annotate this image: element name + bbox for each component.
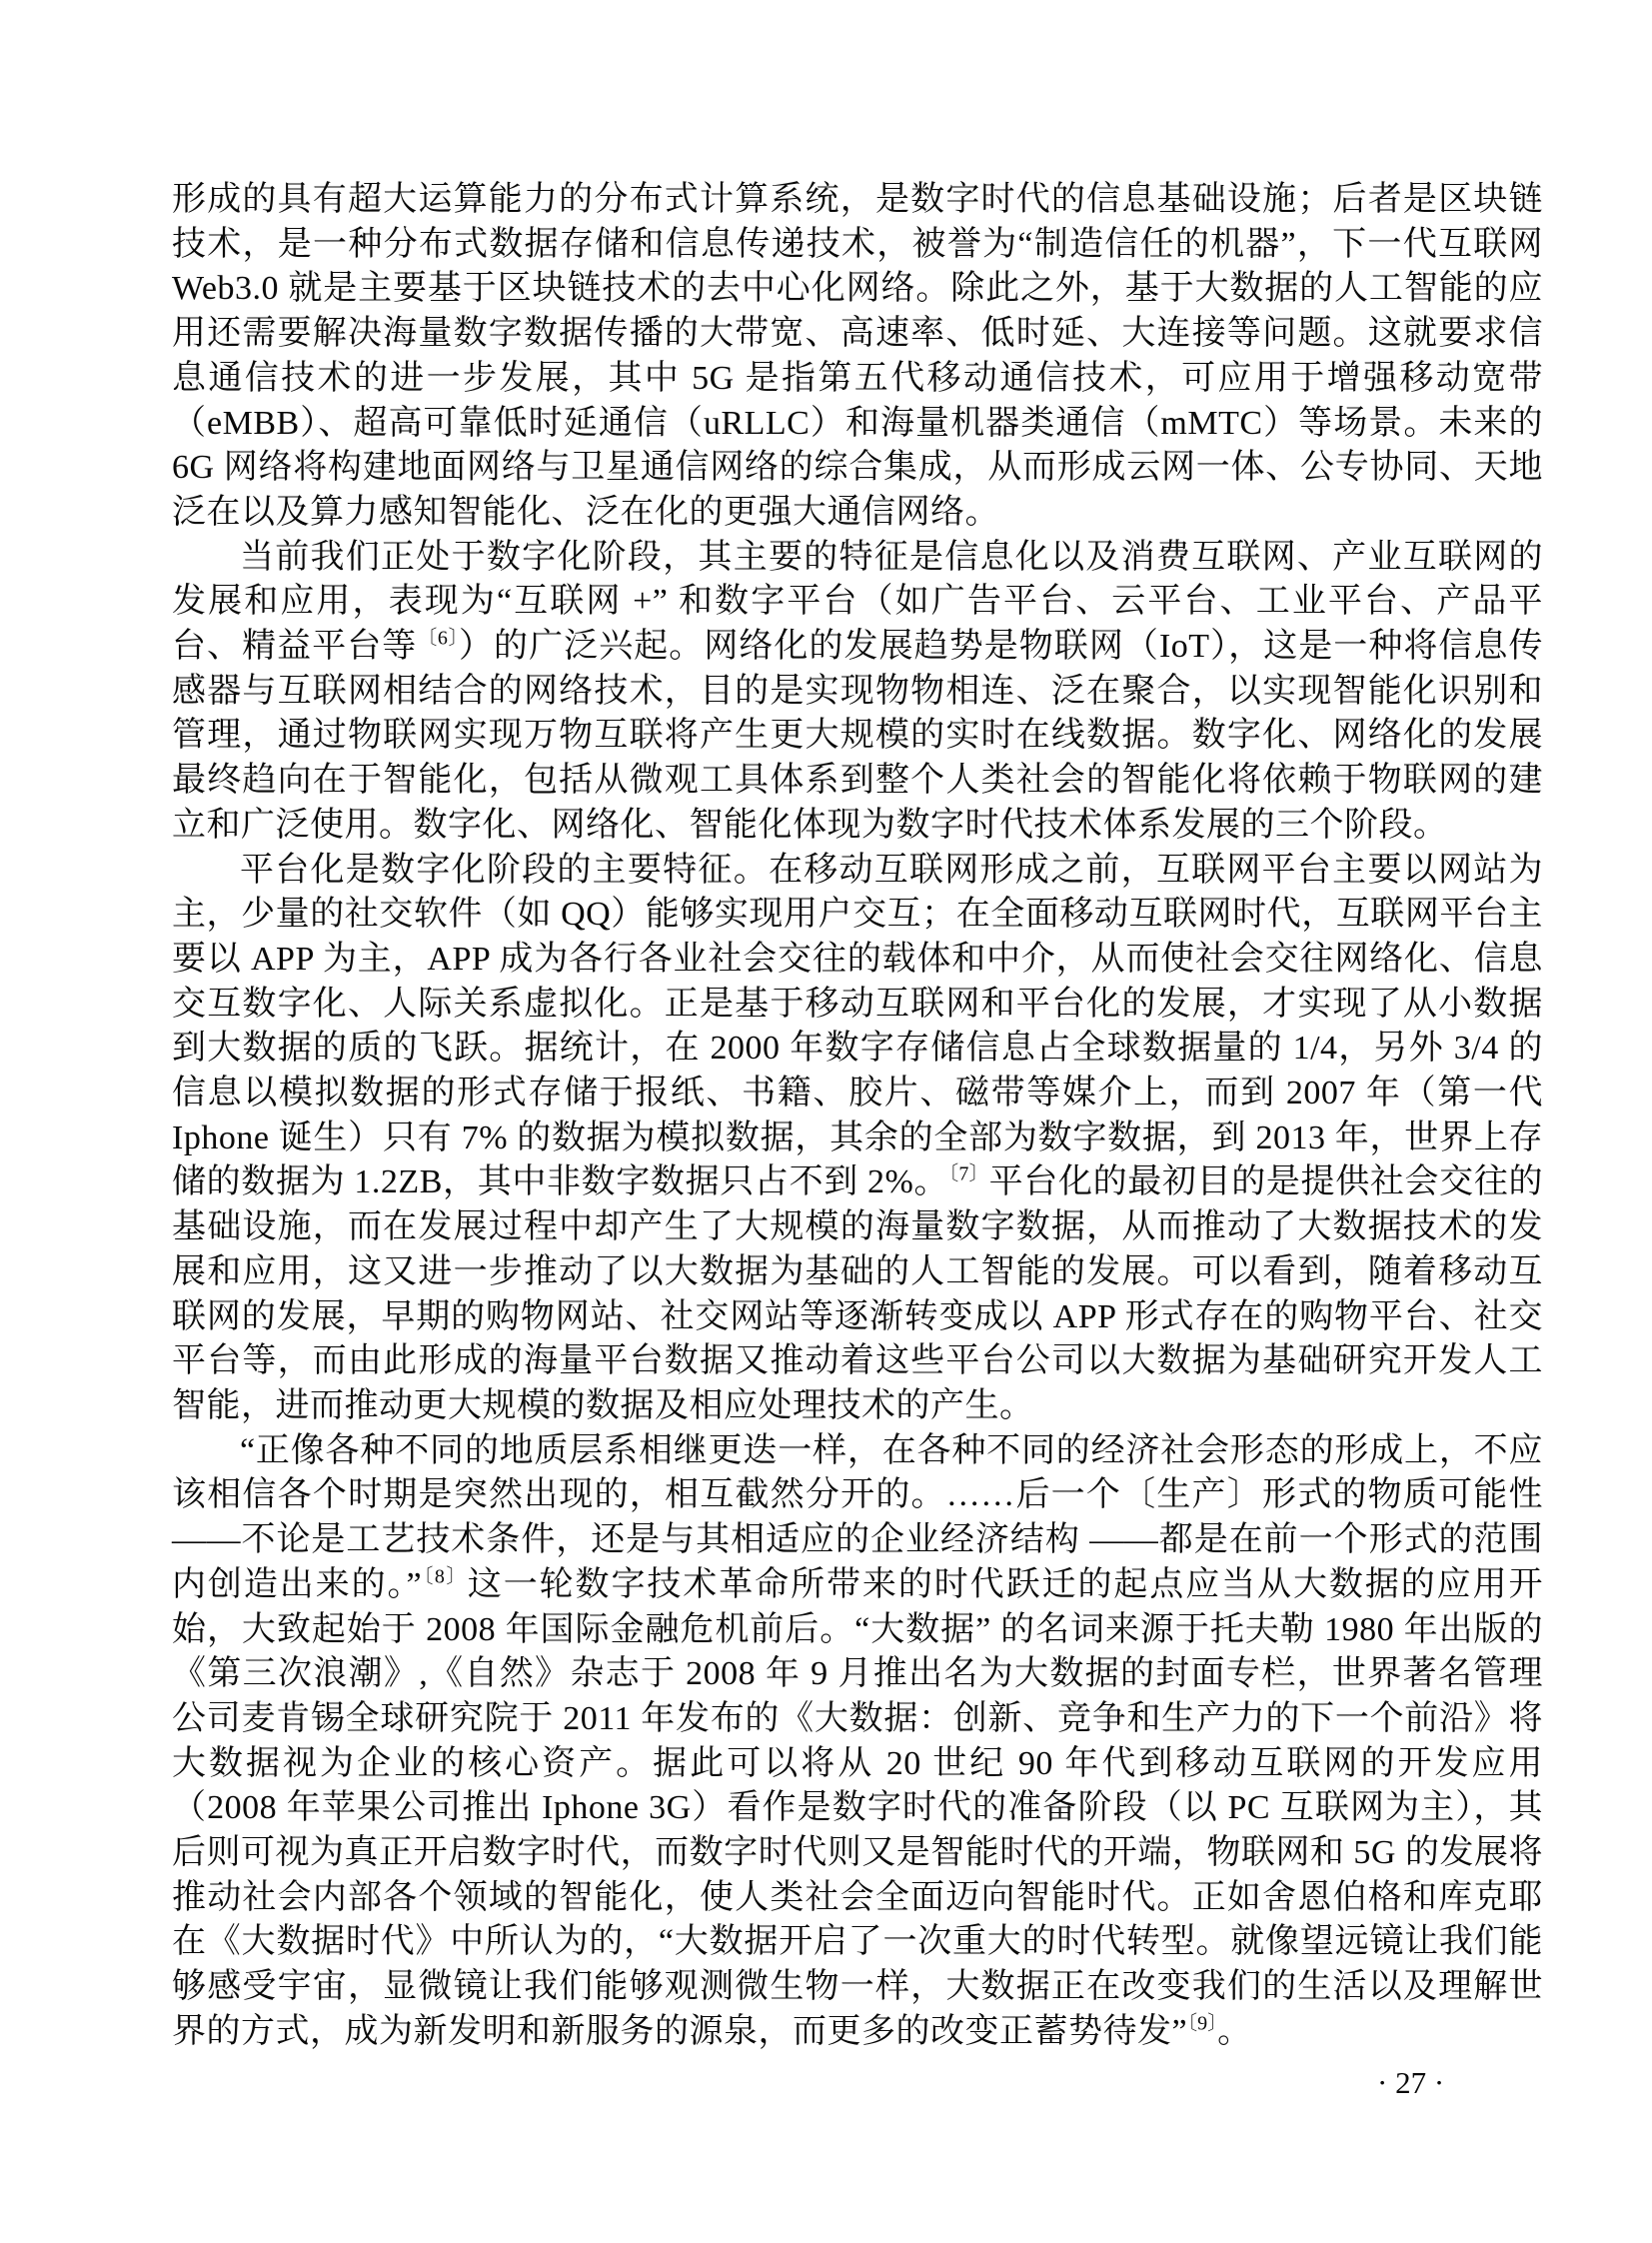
paragraph: 形成的具有超大运算能力的分布式计算系统，是数字时代的信息基础设施；后者是区块链技术，是一种分布式数据存储和信息传递技术，被誉为“制造信任的机器”，下一代互联网 Web3.0 就是主要基于区块链技术的去中心化网络。除此之外，基于大数据的人工智能的应用还需要解决海量数字数据传播的大带宽、高速率、低时延、大连接等问题。这就要求信息通信技术的进一步发展，其中 5G 是指第五代移动通信技术，可应用于增强移动宽带（eMBB）、超高可靠低时延通信（uRLLC）和海量机器类通信（mMTC）等场景。未来的 6G 网络将构建地面网络与卫星通信网络的综合集成，从而形成云网一体、公专协同、天地泛在以及算力感知智能化、泛在化的更强大通信网络。 <box>172 181 1543 531</box>
paragraph: “正像各种不同的地质层系相继更迭一样，在各种不同的经济社会形态的形成上，不应该相信各个时期是突然出现的，相互截然分开的。……后一个〔生产〕形式的物质可能性——不论是工艺技术条件，还是与其相适应的企业经济结构 ——都是在前一个形式的范围内创造出来的。”$^{〔8〕}$这一轮数字技术革命所带来的时代跃迁的起点应当从大数据的应用开始，大致起始于 2008 年国际金融危机前后。“大数据” 的名词来源于托夫勒 1980 年出版的《第三次浪潮》,《自然》杂志于 2008 年 9 月推出名为大数据的封面专栏，世界著名管理公司麦肯锡全球研究院于 2011 年发布的《大数据：创新、竞争和生产力的下一个前沿》将大数据视为企业的核心资产。据此可以将从 20 世纪 90 年代到移动互联网的开发应用（2008 年苹果公司推出 Iphone 3G）看作是数字时代的准备阶段（以 PC 互联网为主），其后则可视为真正开启数字时代，而数字时代则又是智能时代的开端，物联网和 5G 的发展将推动社会内部各个领域的智能化，使人类社会全面迈向智能时代。正如舍恩伯格和库克耶在《大数据时代》中所认为的，“大数据开启了一次重大的时代转型。就像望远镜让我们能够感受宇宙，显微镜让我们能够观测微生物一样，大数据正在改变我们的生活以及理解世界的方式，成为新发明和新服务的源泉，而更多的改变正蓄势待发”$^{〔9〕}$。 <box>172 1431 1544 2050</box>
footnote-ref: 〔9〕 <box>1187 2012 1218 2035</box>
footnote-ref: 〔8〕 <box>422 1565 468 1588</box>
footnote-ref: 〔7〕 <box>948 1163 989 1186</box>
footnote-ref: 〔6〕 <box>417 627 459 650</box>
paragraph: 平台化是数字化阶段的主要特征。在移动互联网形成之前，互联网平台主要以网站为主，少量的社交软件（如 QQ）能够实现用户交互；在全面移动互联网时代，互联网平台主要以 APP 为主，APP 成为各行各业社会交往的载体和中介，从而使社会交往网络化、信息交互数字化、人际关系虚拟化。正是基于移动互联网和平台化的发展，才实现了从小数据到大数据的质的飞跃。据统计，在 2000 年数字存储信息占全球数据量的 1/4，另外 3/4 的信息以模拟数据的形式存储于报纸、书籍、胶片、磁带等媒介上，而到 2007 年（第一代 Iphone 诞生）只有 7% 的数据为模拟数据，其余的全部为数字数据，到 2013 年，世界上存储的数据为 1.2ZB，其中非数字数据只占不到 2%。$^{〔7〕}$平台化的最初目的是提供社会交往的基础设施，而在发展过程中却产生了大规模的海量数字数据，从而推动了大数据技术的发展和应用，这又进一步推动了以大数据为基础的人工智能的发展。可以看到，随着移动互联网的发展，早期的购物网站、社交网站等逐渐转变成以 APP 形式存在的购物平台、社交平台等，而由此形成的海量平台数据又推动着这些平台公司以大数据为基础研究开发人工智能，进而推动更大规模的数据及相应处理技术的产生。 <box>172 851 1543 1424</box>
body-text <box>172 178 1543 2055</box>
page-number: · 27 · <box>1377 2065 1445 2100</box>
paragraph: 当前我们正处于数字化阶段，其主要的特征是信息化以及消费互联网、产业互联网的发展和应用，表现为“互联网 +” 和数字平台（如广告平台、云平台、工业平台、产品平台、精益平台等$^{〔6〕}$）的广泛兴起。网络化的发展趋势是物联网（IoT），这是一种将信息传感器与互联网相结合的网络技术，目的是实现物物相连、泛在聚合，以实现智能化识别和管理，通过物联网实现万物互联将产生更大规模的实时在线数据。数字化、网络化的发展最终趋向在于智能化，包括从微观工具体系到整个人类社会的智能化将依赖于物联网的建立和广泛使用。数字化、网络化、智能化体现为数字时代技术体系发展的三个阶段。 <box>172 538 1544 844</box>
